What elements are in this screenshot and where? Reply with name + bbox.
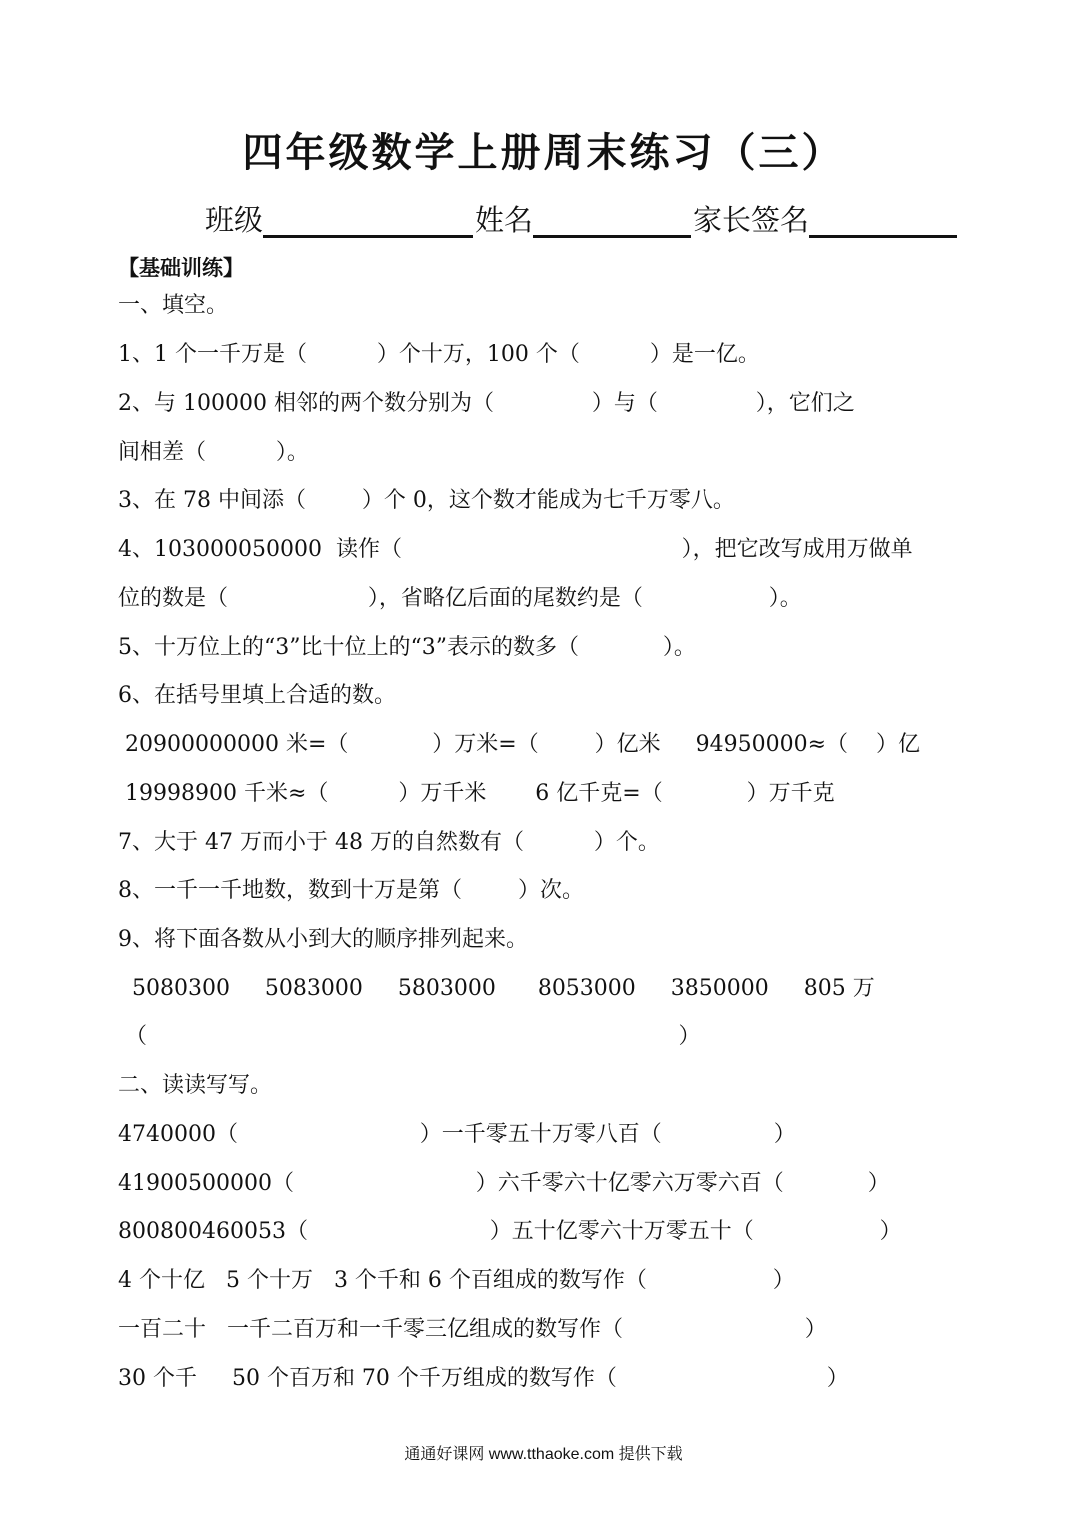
section-basic-heading: 【基础训练】: [118, 255, 244, 280]
question-2-cont: 间相差（ ）。: [118, 440, 309, 465]
parent-sign-blank[interactable]: [809, 205, 957, 238]
part2-heading: 二、读读写写。: [118, 1073, 273, 1098]
question-6: 6、在括号里填上合适的数。: [118, 683, 396, 708]
read-write-2: 41900500000（ ）六千零六十亿零六万零六百（ ）: [118, 1171, 890, 1196]
read-write-3: 800800460053（ ）五十亿零六十万零五十（ ）: [118, 1219, 902, 1244]
student-info-row: [205, 198, 959, 238]
page-title: 四年级数学上册周末练习（三）: [242, 129, 845, 176]
question-1: 1、1 个一千万是（ ）个十万，100 个（ ）是一亿。: [118, 342, 760, 367]
part1-heading: 一、填空。: [118, 293, 229, 318]
page-footer: 通通好课网 www.tthaoke.com 提供下载: [404, 1446, 683, 1463]
name-label: 姓名: [475, 203, 534, 237]
question-9: 9、将下面各数从小到大的顺序排列起来。: [118, 927, 528, 952]
question-2: 2、与 100000 相邻的两个数分别为（ ）与（ ），它们之: [118, 391, 855, 416]
read-write-5: 一百二十 一千二百万和一千零三亿组成的数写作（ ）: [118, 1317, 827, 1342]
question-9-numbers: 5080300 5083000 5803000 8053000 3850000 805 万: [118, 976, 875, 1001]
parent-sign-label: 家长签名: [693, 203, 810, 237]
question-4: 4、103000050000 读作（ ），把它改写成用万做单: [118, 537, 913, 562]
question-4-cont: 位的数是（ ），省略亿后面的尾数约是（ ）。: [118, 586, 802, 611]
read-write-6: 30 个千 50 个百万和 70 个千万组成的数写作（ ）: [118, 1366, 849, 1391]
read-write-4: 4 个十亿 5 个十万 3 个千和 6 个百组成的数写作（ ）: [118, 1268, 795, 1293]
read-write-1: 4740000（ ）一千零五十万零八百（ ）: [118, 1122, 796, 1147]
class-blank[interactable]: [263, 205, 473, 238]
question-6-row-2: 19998900 千米≈（ ）万千米 6 亿千克=（ ）万千克: [118, 781, 835, 806]
name-blank[interactable]: [533, 205, 691, 238]
question-8: 8、一千一千地数，数到十万是第（ ）次。: [118, 878, 584, 903]
question-5: 5、十万位上的“3”比十位上的“3”表示的数多（ ）。: [118, 635, 696, 660]
question-3: 3、在 78 中间添（ ）个 0，这个数才能成为七千万零八。: [118, 488, 735, 513]
class-label: 班级: [205, 203, 264, 237]
question-7: 7、大于 47 万而小于 48 万的自然数有（ ）个。: [118, 830, 660, 855]
question-6-row-1: 20900000000 米=（ ）万米=（ ）亿米 94950000≈（ ）亿: [118, 732, 921, 757]
question-9-answer: （ ）: [118, 1024, 701, 1049]
